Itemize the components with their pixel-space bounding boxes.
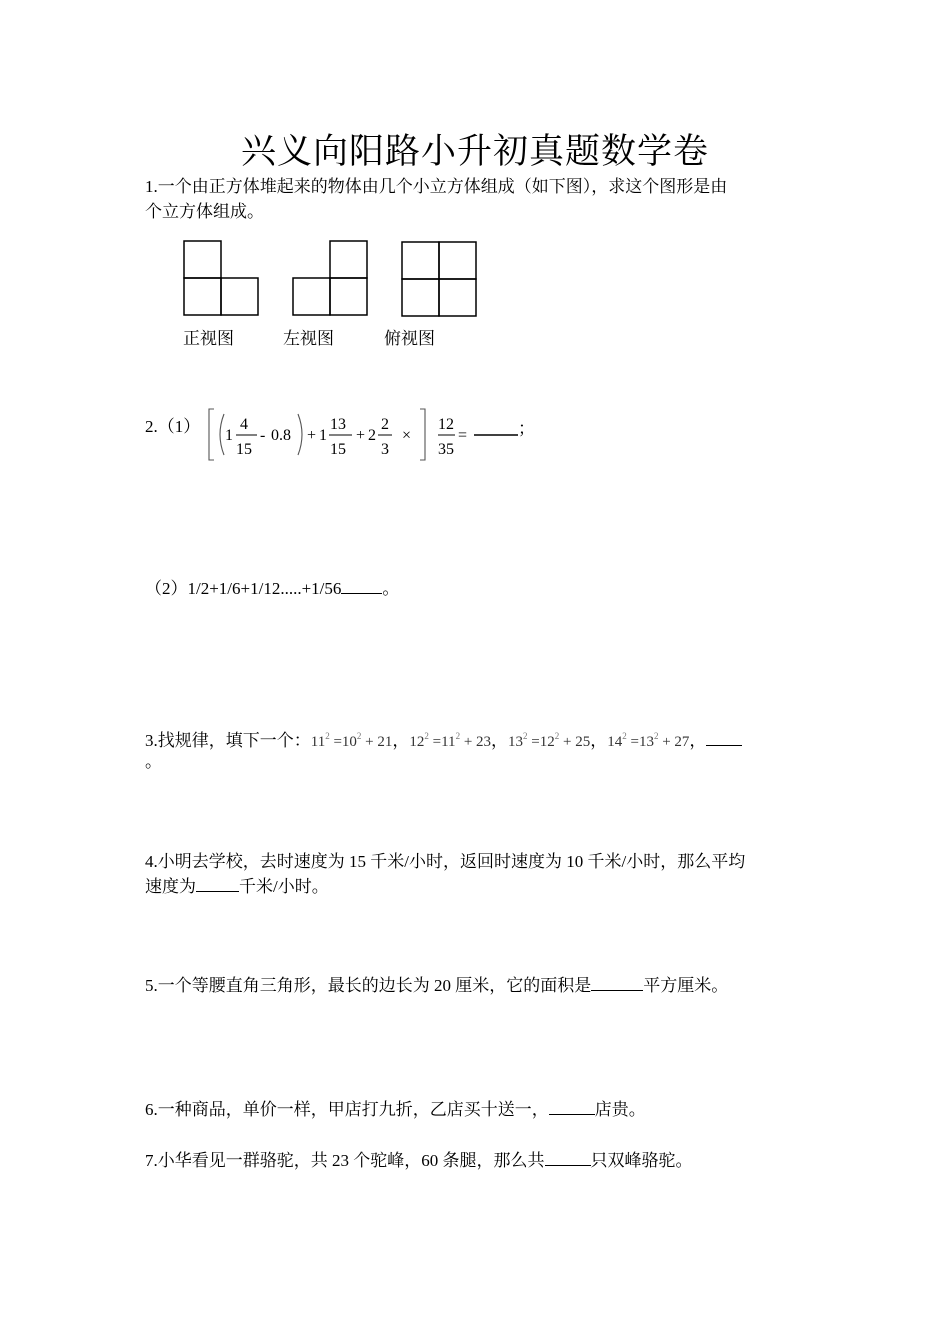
times-sign: ×	[402, 427, 412, 444]
answer-blank-q5[interactable]	[591, 974, 643, 991]
answer-blank-q7[interactable]	[545, 1149, 591, 1166]
question-3: 3.找规律，填下一个：$11^2 =10^2 + 21$，$12^2 =11^2 + 23$，$13^2 =12^2 + 25$，$14^2 =13^2 + 27$，	[145, 723, 742, 755]
answer-blank-q4[interactable]	[196, 875, 239, 892]
pattern-term-1: $11^2 =10^2 + 21$	[310, 731, 393, 750]
question-2-part2	[145, 576, 399, 602]
fraction-numerator: 2	[381, 416, 389, 433]
question-3-prefix: 3.找规律，填下一个：	[145, 731, 311, 750]
question-2-part1-label: 2.（1）	[145, 417, 201, 436]
front-view-figure	[184, 241, 258, 315]
left-parenthesis	[220, 414, 224, 455]
question-2-expression	[205, 404, 535, 464]
answer-blank-q6[interactable]	[549, 1098, 595, 1115]
mixed-number-whole: 1	[319, 427, 327, 444]
pattern-term-4: $14^2 =13^2 + 27$	[607, 731, 690, 750]
page-title: 兴义向阳路小升初真题数学卷	[240, 132, 709, 172]
fraction-numerator: 4	[240, 416, 248, 433]
fraction-numerator: 12	[438, 416, 454, 433]
pattern-term-3: $13^2 =12^2 + 25$	[508, 731, 591, 750]
front-view-label: 正视图	[183, 329, 234, 348]
left-square-bracket	[209, 409, 214, 460]
top-view-figure	[402, 242, 476, 316]
question-5: 5.一个等腰直角三角形，最长的边长为 20 厘米，它的面积是 平方厘米。	[145, 976, 729, 995]
question-7: 7.小华看见一群骆驼，共 23 个驼峰，60 条腿，那么共 只双峰骆驼。	[145, 1151, 693, 1170]
question-1-text-line1: 1.一个由正方体堆起来的物体由几个小立方体组成（如下图），求这个图形是由	[145, 177, 728, 196]
period: 。	[382, 579, 400, 598]
question-4-line1: 4.小明去学校，去时速度为 15 千米/小时，返回时速度为 10 千米/小时，那么平均	[145, 852, 746, 871]
minus-sign: -	[260, 427, 266, 444]
semicolon: ；	[518, 419, 535, 438]
question-2-part2-text: （2）1/2+1/6+1/12.....+1/56	[145, 579, 342, 598]
right-square-bracket	[420, 409, 425, 460]
plus-sign: +	[356, 427, 366, 444]
plus-sign: +	[307, 427, 317, 444]
pattern-term-2: $12^2 =11^2 + 23$	[409, 731, 492, 750]
question-4-line2: 速度为 千米/小时。	[145, 877, 329, 896]
right-parenthesis	[298, 414, 302, 455]
question-1-text-line2: 个立方体组成。	[145, 202, 264, 221]
decimal-number: 0.8	[271, 427, 291, 444]
equals-sign: =	[458, 427, 468, 444]
answer-blank-q2-2[interactable]	[341, 577, 382, 594]
left-view-figure	[293, 241, 367, 315]
fraction-denominator: 35	[438, 441, 454, 458]
three-view-figures	[180, 238, 480, 320]
mixed-number-whole: 1	[225, 427, 233, 444]
answer-blank-q3[interactable]	[706, 729, 742, 746]
fraction-denominator: 15	[236, 441, 252, 458]
fraction-numerator: 13	[330, 416, 346, 433]
fraction-denominator: 3	[381, 441, 389, 458]
left-view-label: 左视图	[283, 329, 334, 348]
question-6: 6.一种商品，单价一样，甲店打九折，乙店买十送一， 店贵。	[145, 1100, 646, 1119]
fraction-denominator: 15	[330, 441, 346, 458]
mixed-number-whole: 2	[368, 427, 376, 444]
top-view-label: 俯视图	[384, 329, 435, 348]
question-3-end: 。	[145, 752, 162, 771]
